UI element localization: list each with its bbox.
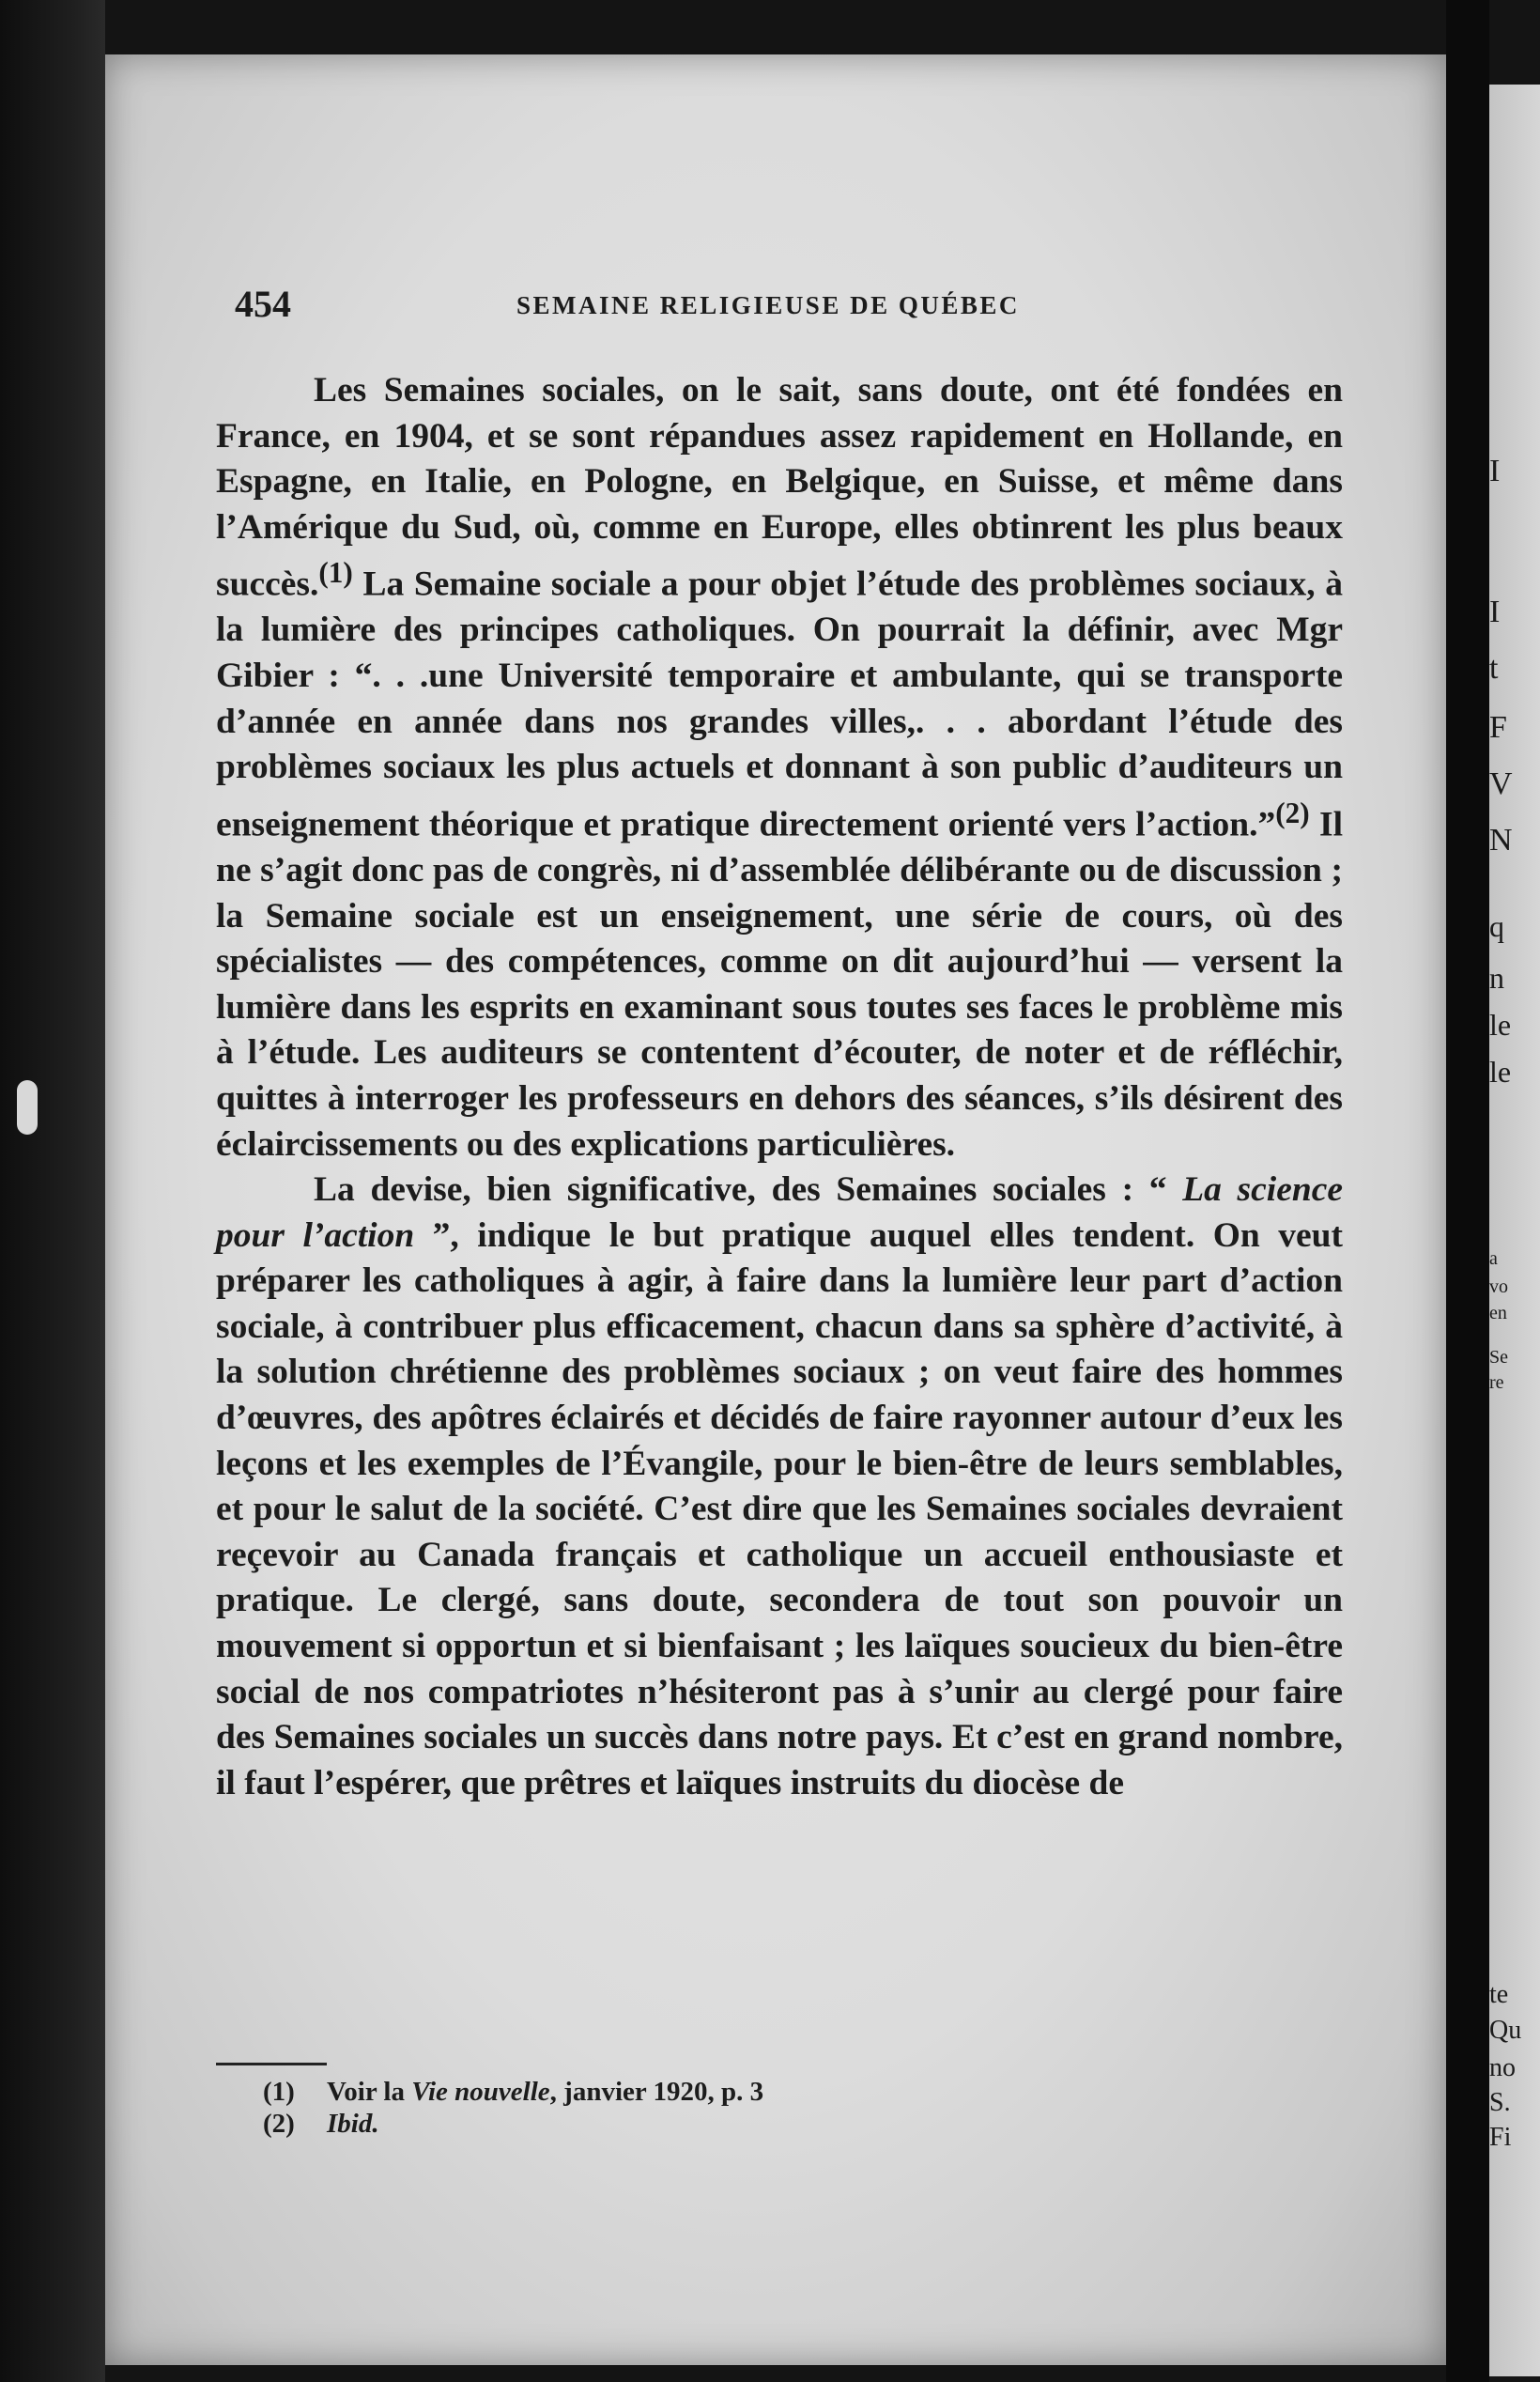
text-run: Il ne s’agit donc pas de congrès, ni d’assemblée délibérante ou de discussion ; la Semaine sociale est un enseignement, une série de cours, où des spécialistes — des compétences, comme on dit aujourd’hui — versent la lumière dans les esprits en examinant sous toutes ses faces le problème mis à l’étude. Les auditeurs se contentent d’écouter, de noter et de réfléchir, quittes à interroger les professeurs en dehors des séances, s’ils désirent des éclaircissements ou des explications particulières.	[216, 805, 1343, 1164]
footnote-title: Vie nouvelle	[411, 2077, 550, 2107]
page-gutter	[1446, 0, 1489, 2382]
adjacent-page-fragment: Se	[1489, 1347, 1508, 1368]
footnote-ref: (2)	[1275, 796, 1310, 829]
adjacent-page-fragment: V	[1489, 766, 1513, 801]
adjacent-page-fragment: t	[1489, 651, 1499, 686]
adjacent-page-fragment: q	[1489, 909, 1504, 943]
text-run: Les Semaines sociales, on le sait, sans doute, ont été fondées en France, en 1904, et se sont répandues assez rapidement en Hollande, en Espagne, en Italie, en Pologne, en Belgique, en Suisse, et même dans l’Amérique du Sud, où, comme en Europe, elles obtinrent les plus beaux succès.	[216, 371, 1343, 604]
footnote-mark: (1)	[263, 2077, 295, 2107]
adjacent-page-fragment: I	[1489, 595, 1501, 629]
footnotes	[263, 2076, 763, 2140]
film-edge	[0, 0, 105, 2382]
text-run: La devise, bien significative, des Semaines sociales : “	[314, 1170, 1183, 1210]
footnote-text	[327, 2076, 763, 2108]
adjacent-page-fragment: le	[1489, 1008, 1512, 1042]
adjacent-page-fragment: S.	[1489, 2088, 1511, 2117]
adjacent-page-fragment: N	[1489, 823, 1513, 858]
footnote-divider	[216, 2063, 327, 2065]
footnote-text	[327, 2108, 379, 2140]
film-sprocket-hole	[17, 1080, 38, 1135]
adjacent-page-fragment: vo	[1489, 1276, 1508, 1297]
footnote-run: Voir la	[327, 2077, 412, 2107]
adjacent-page-fragment: no	[1489, 2053, 1516, 2082]
text-run: La Semaine sociale a pour objet l’étude des problèmes sociaux, à la lumière des principes catholiques. On pourrait la définir, avec Mgr Gibier : “. . .une Université temporaire et ambulante, qui se transporte d’année en année dans nos grandes villes,. . . abordant l’étude des problèmes sociaux les plus actuels et donnant à son public d’auditeurs un enseignement théorique et pratique directement orienté vers l’action.”	[216, 565, 1343, 844]
adjacent-page-fragment: Fi	[1489, 2123, 1512, 2152]
body-text	[216, 368, 1343, 1806]
paragraph	[216, 1168, 1343, 1806]
adjacent-page-fragment: a	[1489, 1248, 1498, 1269]
motto: La science pour l’action	[216, 1170, 1343, 1255]
adjacent-page-fragment: le	[1489, 1055, 1512, 1089]
footnote-mark: (2)	[263, 2109, 295, 2139]
page-number: 454	[235, 283, 291, 325]
footnote	[263, 2108, 763, 2140]
adjacent-page-fragment: F	[1489, 710, 1507, 745]
footnote-run: , janvier 1920, p. 3	[549, 2077, 764, 2107]
footnote	[263, 2076, 763, 2108]
text-run: ”, indique le but pratique auquel elles tendent. On veut préparer les catholiques à agir, à faire dans la lumière leur part d’action sociale, à contribuer plus efficacement, chacun dans sa sphère d’activité, à la solution chrétienne des problèmes sociaux ; on veut faire des hommes d’œuvres, des apôtres éclairés et décidés de faire rayonner autour d’eux les leçons et les exemples de l’Évangile, pour le bien-être de leurs semblables, et pour le salut de la société. C’est dire que les Semaines sociales devraient reçevoir au Canada français et catholique un accueil enthousiaste et pratique. Le clergé, sans doute, secondera de tout son pouvoir un mouvement si opportun et si bienfaisant ; les laïques soucieux du bien-être social de nos compatriotes n’hésiteront pas à s’unir au clergé pour faire des Semaines sociales un succès dans notre pays. Et c’est en grand nombre, il faut l’espérer, que prêtres et laïques instruits du diocèse de	[216, 1215, 1343, 1802]
footnote-ref: (1)	[318, 556, 353, 590]
adjacent-page-fragment: te	[1489, 1980, 1509, 2009]
adjacent-page-edge	[1489, 85, 1540, 2376]
paragraph	[216, 368, 1343, 1168]
page-header	[235, 282, 1348, 329]
adjacent-page-fragment: n	[1489, 961, 1504, 995]
adjacent-page-fragment: I	[1489, 454, 1501, 488]
running-head: SEMAINE RELIGIEUSE DE QUÉBEC	[516, 291, 1020, 319]
adjacent-page-fragment: en	[1489, 1303, 1507, 1323]
adjacent-page-fragment: Qu	[1489, 2016, 1522, 2045]
adjacent-page-fragment: re	[1489, 1372, 1504, 1393]
footnote-title: Ibid.	[327, 2109, 379, 2139]
